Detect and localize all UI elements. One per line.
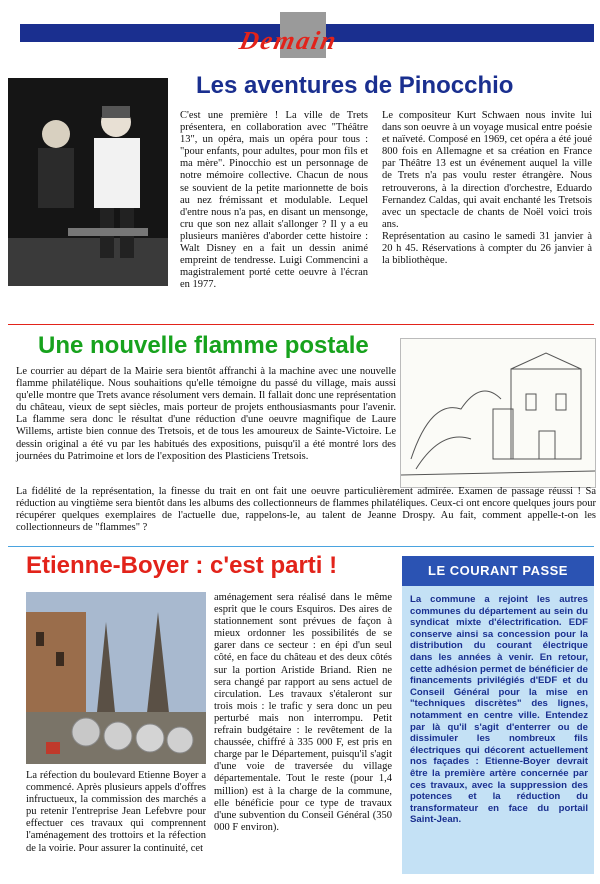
- courant-passe-box: [402, 556, 594, 874]
- flamme-column: [16, 366, 396, 463]
- section-rubric: Demain: [237, 26, 341, 55]
- pinocchio-representation-info: Représentation au casino le samedi 31 janvier à 20 h 45. Réservations à compter du 26 janvier à la bibliothèque.: [382, 230, 592, 267]
- courant-passe-text: La commune a rejoint les autres communes du département au sein du syndicat mixte d'électrification. EDF conserve ainsi sa concession pour la distribution du courant électrique dans les années à venir. En retour, cette adhésion permet de bénéficier de financements privilégiés d'EDF et du Conseil Général pour la mise en "techniques discrètes" des lignes, notamment en centre ville. Entendez par là qu'il s'agit d'enterrer ou de dissimuler les nombreux fils électriques qui décorent actuellement nos façades : Etienne-Boyer devrait être la première artère concernée par ces travaux, avec la suppression des potences et la réduction du transformateur en face du portail Saint-Jean.: [410, 594, 588, 826]
- courant-passe-title: LE COURANT PASSE: [402, 556, 594, 586]
- flamme-continued: [16, 486, 596, 534]
- pinocchio-column-2: [382, 110, 592, 267]
- pinocchio-paragraph: Le compositeur Kurt Schwaen nous invite lui dans son oeuvre à un voyage musical entre poésie et naïveté. Composé en 1969, cet opéra a été joué 800 fois en Allemagne et sa création en France par Théâtre 13 est un événement auquel la ville de Trets n'a pas voulu rester étrangère. Nous retrouverons, à la direction d'orchestre, Eduardo Fernandez Caldas, qui avait enchanté les Tretsois avec un spectacle de chants de Noël voici trois ans.: [382, 110, 592, 230]
- boyer-paragraph: La réfection du boulevard Etienne Boyer a commencé. Après plusieurs appels d'offres infructueux, la commission des marchés a pu retenir l'entreprise Jean Lefebvre pour effectuer ces travaux qui comprennent l'aménagement des trottoirs et la réfection de la voirie. Pour assurer la continuité, cet: [26, 770, 206, 854]
- pinocchio-paragraph: C'est une première ! La ville de Trets présentera, en collaboration avec "Théâtre 13", un opéra, mais un opéra pour tous : "pour enfants, pour adultes, pour mon fils et ma mère". Pinocchio est un personnage de notre mémoire collective. Chacun de nous se souvient de la petite marionnette de bois au nez frémissant et modulable. Lequel d'entre nous n'a pas, en disant un mensonge, cru que son nez allait s'allonger ? Il y a eu plusieurs manières d'aborder cette histoire : Walt Disney en a fait un dessin animé empreint de tendresse. Luigi Commencini a magistralement porté cette oeuvre à l'écran en 1977.: [180, 110, 368, 291]
- roadworks-photo: [26, 592, 206, 764]
- divider-blue: [8, 546, 594, 547]
- boyer-title: Etienne-Boyer : c'est parti !: [26, 552, 338, 579]
- boyer-column-2: [214, 592, 392, 834]
- flamme-paragraph: La fidélité de la représentation, la finesse du trait en ont fait une oeuvre particulièrement admirée. Examen de passage réussi ! Sa réduction au vingtième sera bientôt dans les albums des collectionneurs de flammes philatéliques. Ceux-ci ont encore quelques jours pour récupérer quelques exemplaires de l'actuelle due, rappelons-le, au talent de Jeanne Drospy. Au fait, comment appelle-t-on les collectionneurs de "flammes" ?: [16, 486, 596, 534]
- boyer-paragraph: aménagement sera réalisé dans le même esprit que le cours Esquiros. Des aires de stationnement sont prévues de façon à mieux ordonner les possibilités de se garer dans ce secteur : en épi d'un seul côté, en face du château et des deux côtés sur la portion Aristide Briand. Rien ne sera changé par rapport au sens actuel de circulation. Les travaux s'étaleront sur trois mois : le trafic y sera donc un peu perturbé mais non interrompu. Petit refrain budgétaire : le revêtement de la chaussée, chiffré à 335 000 F, est pris en charge par le Département, puisqu'il s'agit d'une voie de traversée du village départementale. Tout le reste (pour 1,4 million) est à la charge de la commune, elle bénéficie pour ce type de travaux d'une subvention du Conseil Général (350 000 F environ).: [214, 592, 392, 833]
- castle-sketch-image: [400, 338, 596, 488]
- pinocchio-photo: [8, 78, 168, 286]
- flamme-paragraph: Le courrier au départ de la Mairie sera bientôt affranchi à la machine avec une nouvelle flamme philatélique. Nous souhaitions qu'elle témoigne du passé du village, mais aussi qu'elle montre que Trets avance résolument vers demain. Il fallait donc une représentation du château, vieux de sept siècles, mais porteur de projets enthousiasmants pour l'avenir. La flamme sera donc le résultat d'une réduction d'une oeuvre magnifique de Laure Willems, artiste bien connue des Tretsois, et de tous les amoureux de Sainte-Victoire. Le dessin original a été vu par les habitués des expositions, puisqu'il a été montré lors des journées du Patrimoine et lors de l'exposition des Plasticiens Tretsois.: [16, 366, 396, 462]
- divider-red: [8, 324, 594, 325]
- pinocchio-title: Les aventures de Pinocchio: [196, 72, 514, 99]
- boyer-column-1: [26, 770, 206, 855]
- flamme-title: Une nouvelle flamme postale: [38, 332, 369, 359]
- pinocchio-column-1: [180, 110, 368, 291]
